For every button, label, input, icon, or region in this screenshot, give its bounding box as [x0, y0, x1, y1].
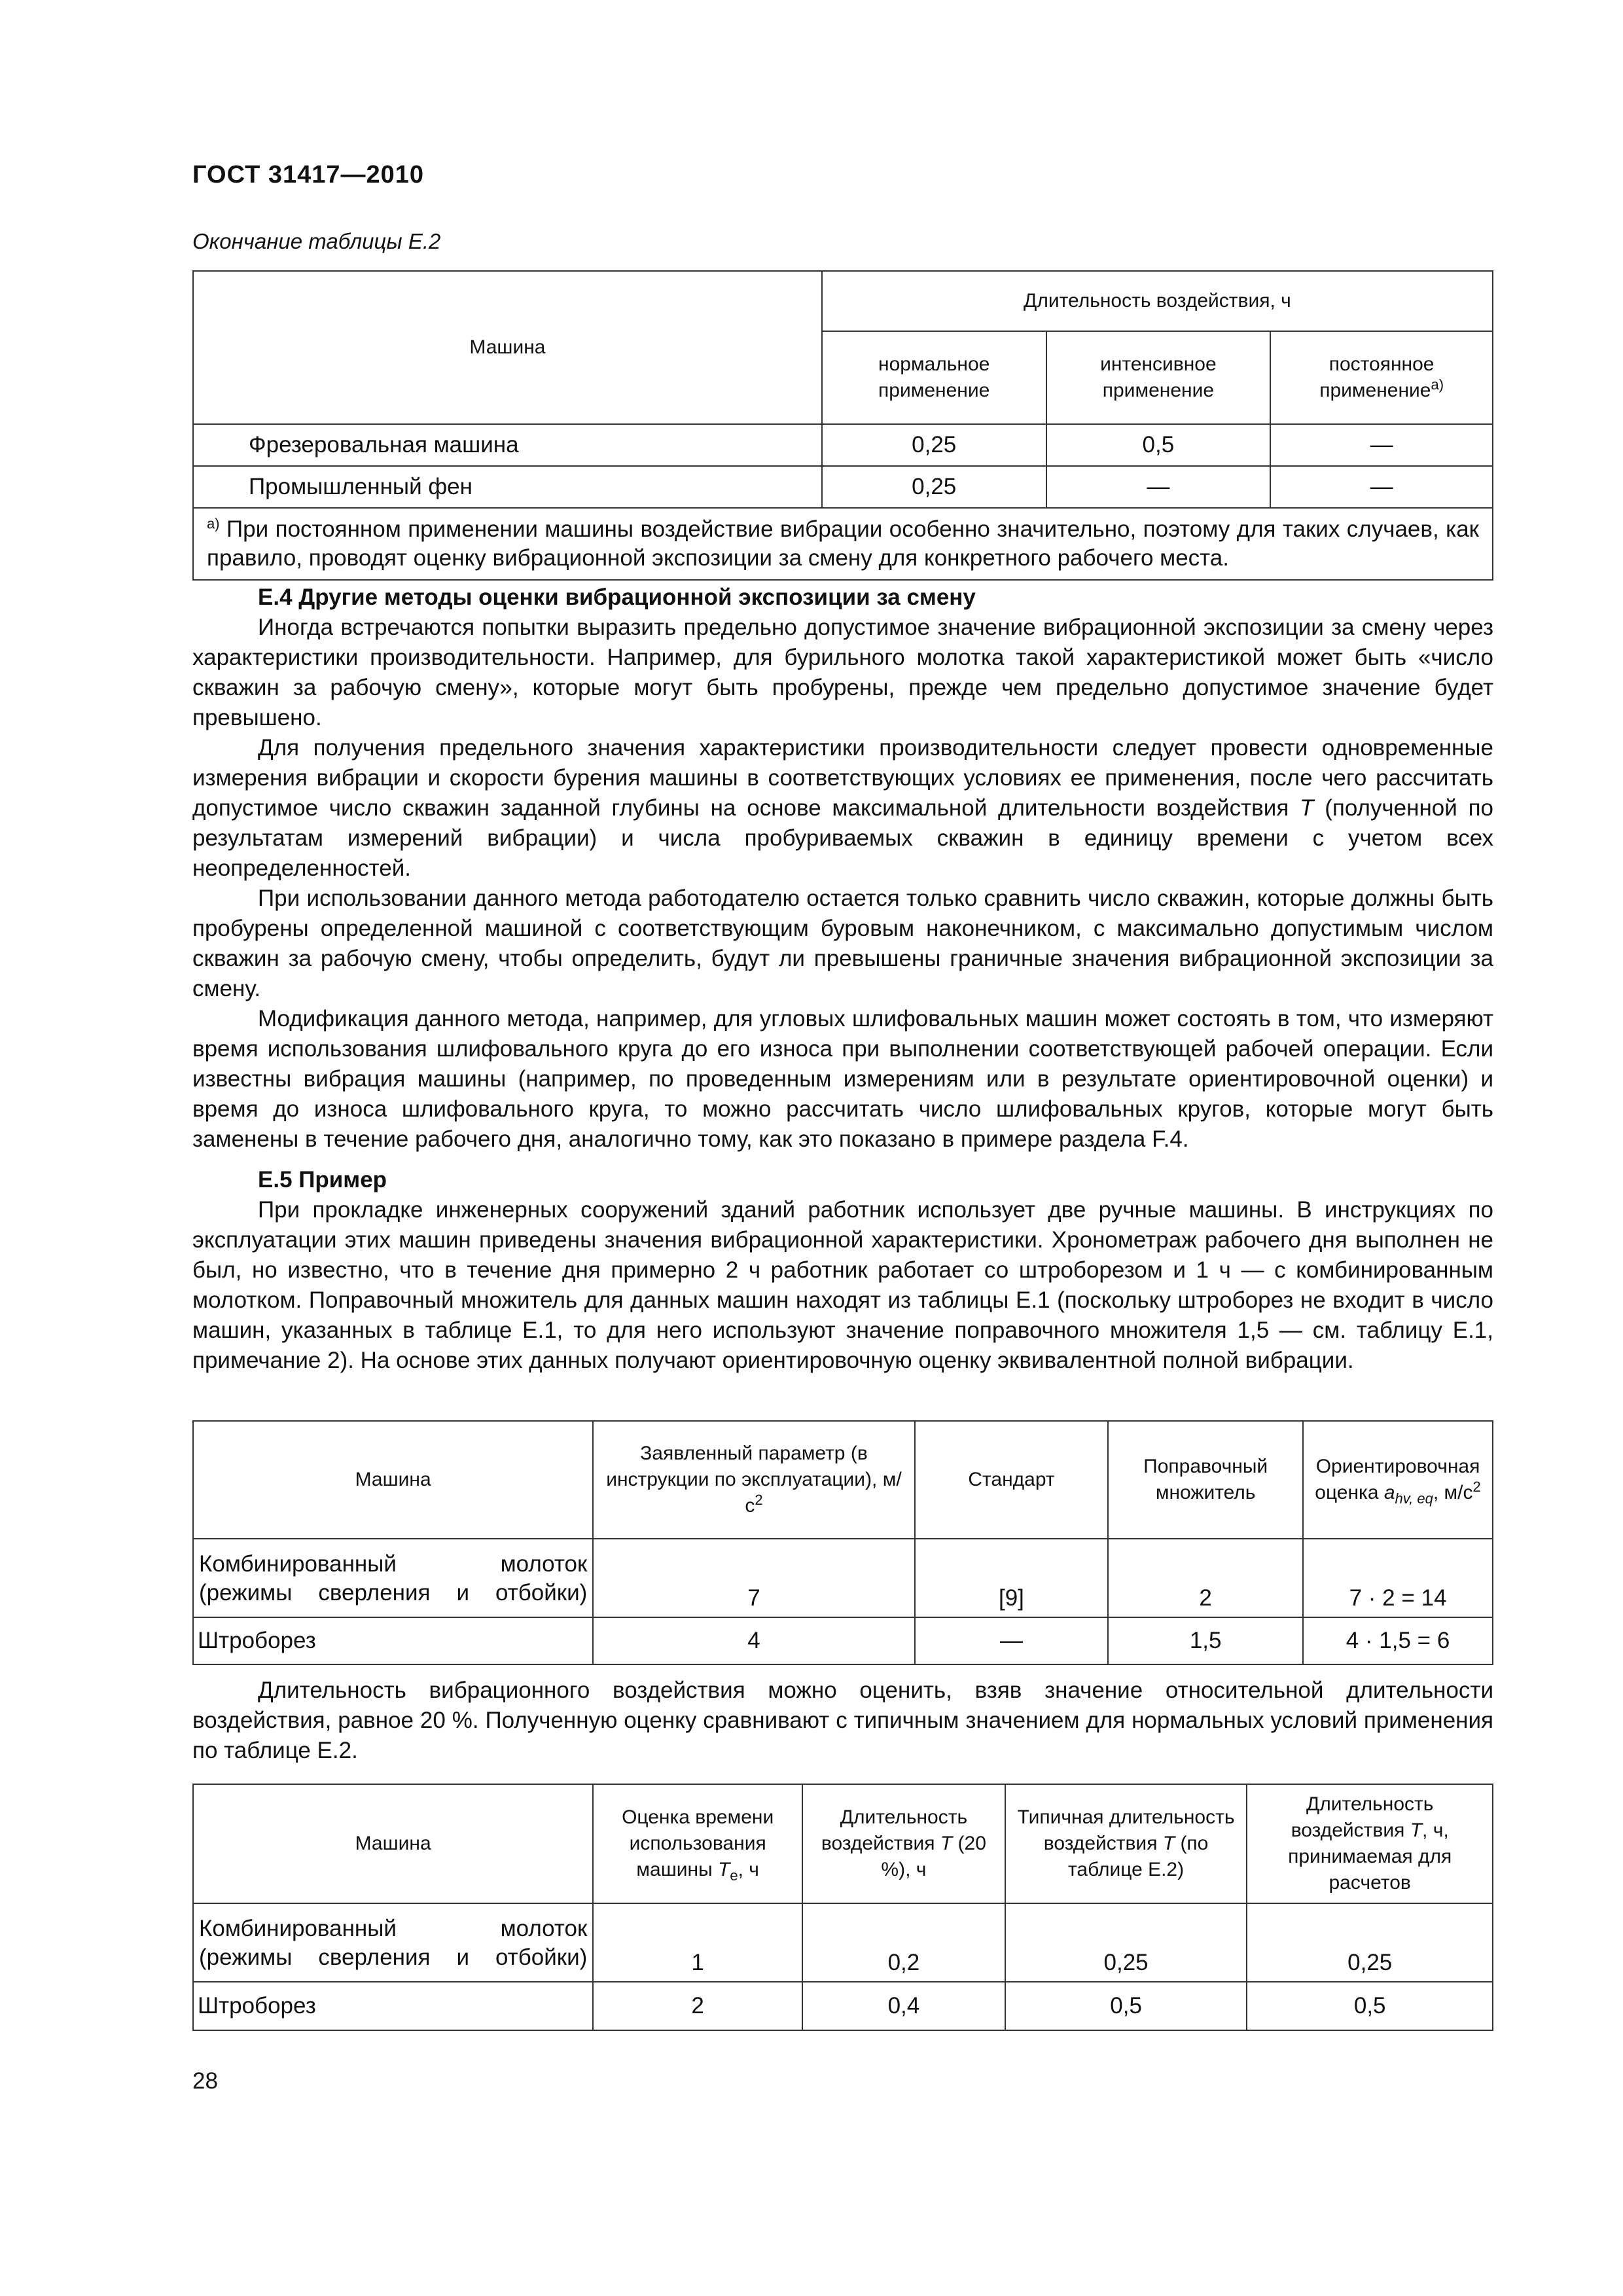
cell-estimate: 4 · 1,5 = 6 — [1303, 1617, 1493, 1664]
cell-standard: [9] — [915, 1539, 1109, 1617]
section-e5 — [192, 1165, 1493, 1376]
table-row — [193, 1539, 1493, 1617]
col-header-normal: нормальное применение — [822, 331, 1046, 424]
page-number: 28 — [192, 2068, 218, 2094]
cell-machine: Штроборез — [193, 1617, 593, 1664]
table-row — [193, 1982, 1493, 2030]
table-row — [193, 424, 1493, 466]
cell-normal: 0,25 — [822, 466, 1046, 508]
cell-machine: Комбинированный молоток (режимы сверления и отбойки) — [193, 1903, 593, 1982]
cell-typical: 0,25 — [1005, 1903, 1247, 1982]
paragraph: Иногда встречаются попытки выразить предельно допустимое значение вибрационной экспозиции за смену через характеристики производительности. Например, для бурильного молотка такой характеристикой может быть «число скважин за рабочую смену», которые могут быть пробурены, прежде чем предельно допустимое значение будет превышено. — [192, 615, 1493, 730]
cell-usage: 2 — [593, 1982, 802, 2030]
table-row — [193, 1903, 1493, 1982]
col-header-machine: Машина — [193, 1421, 593, 1539]
section-e5-title: Е.5 Пример — [258, 1167, 387, 1193]
table-row — [193, 466, 1493, 508]
cell-constant: — — [1270, 466, 1493, 508]
col-header-usage: Оценка времени использования машины $T_e$, ч — [593, 1784, 802, 1903]
col-header-duration: Длительность воздействия, ч — [822, 271, 1493, 331]
col-header-duration: Длительность воздействия T (20 %), ч — [802, 1784, 1005, 1903]
cell-factor: 2 — [1108, 1539, 1303, 1617]
cell-duration: 0,2 — [802, 1903, 1005, 1982]
cell-machine: Промышленный фен — [193, 466, 822, 508]
paragraph: При прокладке инженерных сооружений зданий работник использует две ручные машины. В инструкциях по эксплуатации этих машин приведены значения вибрационной характеристики. Хронометраж рабочего дня выполнен не был, но известно, что в течение дня примерно 2 ч работник работает со штроборезом и 1 ч — с комбинированным молотком. Поправочный множитель для данных машин находят из таблицы Е.1 (поскольку штроборез не входит в число машин, указанных в таблице Е.1, то для него используют значение поправочного множителя 1,5 — см. таблицу Е.1, примечание 2). На основе этих данных получают ориентировочную оценку эквивалентной полной вибрации. — [192, 1197, 1493, 1373]
cell-standard: — — [915, 1617, 1109, 1664]
paragraph: Модификация данного метода, например, для угловых шлифовальных машин может состоять в том, что измеряют время использования шлифовального круга до его износа при выполнении соответствующей рабочей операции. Если известны вибрация машины (например, по проведенным измерениям или в результате ориентировочной оценки) и время до износа шлифовального круга, то можно рассчитать число шлифовальных кругов, которые могут быть заменены в течение рабочего дня, аналогично тому, как это показано в примере раздела F.4. — [192, 1006, 1493, 1152]
section-e4-title: Е.4 Другие методы оценки вибрационной экспозиции за смену — [258, 584, 976, 610]
col-header-machine: Машина — [193, 1784, 593, 1903]
cell-constant: — — [1270, 424, 1493, 466]
table-row — [193, 1617, 1493, 1664]
cell-calc: 0,5 — [1247, 1982, 1493, 2030]
section-e4 — [192, 583, 1493, 1155]
col-header-estimate: Ориентировочная оценка $a_{hv, eq}$, $м/с^2$ — [1303, 1421, 1493, 1539]
paragraph: Для получения предельного значения характеристики производительности следует провести одновременные измерения вибрации и скорости бурения машины в соответствующих условиях ее применения, после чего рассчитать допустимое число скважин заданной глубины на основе максимальной длительности воздействия T (полученной по результатам измерений вибрации) и числа пробуриваемых скважин в единицу времени с учетом всех неопределенностей. — [192, 735, 1493, 881]
cell-declared: 7 — [593, 1539, 914, 1617]
table-footnote: $^{а)}$ При постоянном применении машины воздействие вибрации особенно значительно, поэтому для таких случаев, как правило, проводят оценку вибрационной экспозиции за смену для конкретного рабочего места. — [193, 508, 1493, 580]
cell-usage: 1 — [593, 1903, 802, 1982]
col-header-standard: Стандарт — [915, 1421, 1109, 1539]
col-header-intensive: интенсивное применение — [1046, 331, 1271, 424]
cell-normal: 0,25 — [822, 424, 1046, 466]
cell-machine: Фрезеровальная машина — [193, 424, 822, 466]
cell-typical: 0,5 — [1005, 1982, 1247, 2030]
cell-declared: 4 — [593, 1617, 914, 1664]
col-header-machine: Машина — [193, 271, 822, 424]
col-header-constant: постоянное применение$^{а)}$ — [1270, 331, 1493, 424]
cell-machine: Штроборез — [193, 1982, 593, 2030]
col-header-declared: Заявленный параметр (в инструкции по эксплуатации), $м/с^2$ — [593, 1421, 914, 1539]
vibration-estimate-table — [192, 1420, 1493, 1665]
exposure-time-table — [192, 1784, 1493, 2031]
col-header-typical: Типичная длительность воздействия T (по таблице Е.2) — [1005, 1784, 1247, 1903]
cell-duration: 0,4 — [802, 1982, 1005, 2030]
section-e5-continued — [192, 1676, 1493, 1766]
cell-estimate: 7 · 2 = 14 — [1303, 1539, 1493, 1617]
paragraph: Длительность вибрационного воздействия можно оценить, взяв значение относительной длительности воздействия, равное 20 %. Полученную оценку сравнивают с типичным значением для нормальных условий применения по таблице Е.2. — [192, 1677, 1493, 1763]
cell-calc: 0,25 — [1247, 1903, 1493, 1982]
cell-factor: 1,5 — [1108, 1617, 1303, 1664]
exposure-duration-table — [192, 270, 1493, 581]
col-header-calc: Длительность воздействия T, ч, принимаемая для расчетов — [1247, 1784, 1493, 1903]
table-caption: Окончание таблицы Е.2 — [192, 229, 441, 253]
cell-intensive: — — [1046, 466, 1271, 508]
document-header: ГОСТ 31417—2010 — [192, 161, 425, 188]
paragraph: При использовании данного метода работодателю остается только сравнить число скважин, которые должны быть пробурены определенной машиной с соответствующим буровым наконечником, с максимально допустимым числом скважин за рабочую смену, чтобы определить, будут ли превышены граничные значения вибрационной экспозиции за смену. — [192, 886, 1493, 1001]
col-header-factor: Поправочный множитель — [1108, 1421, 1303, 1539]
cell-machine: Комбинированный молоток (режимы сверления и отбойки) — [193, 1539, 593, 1617]
cell-intensive: 0,5 — [1046, 424, 1271, 466]
